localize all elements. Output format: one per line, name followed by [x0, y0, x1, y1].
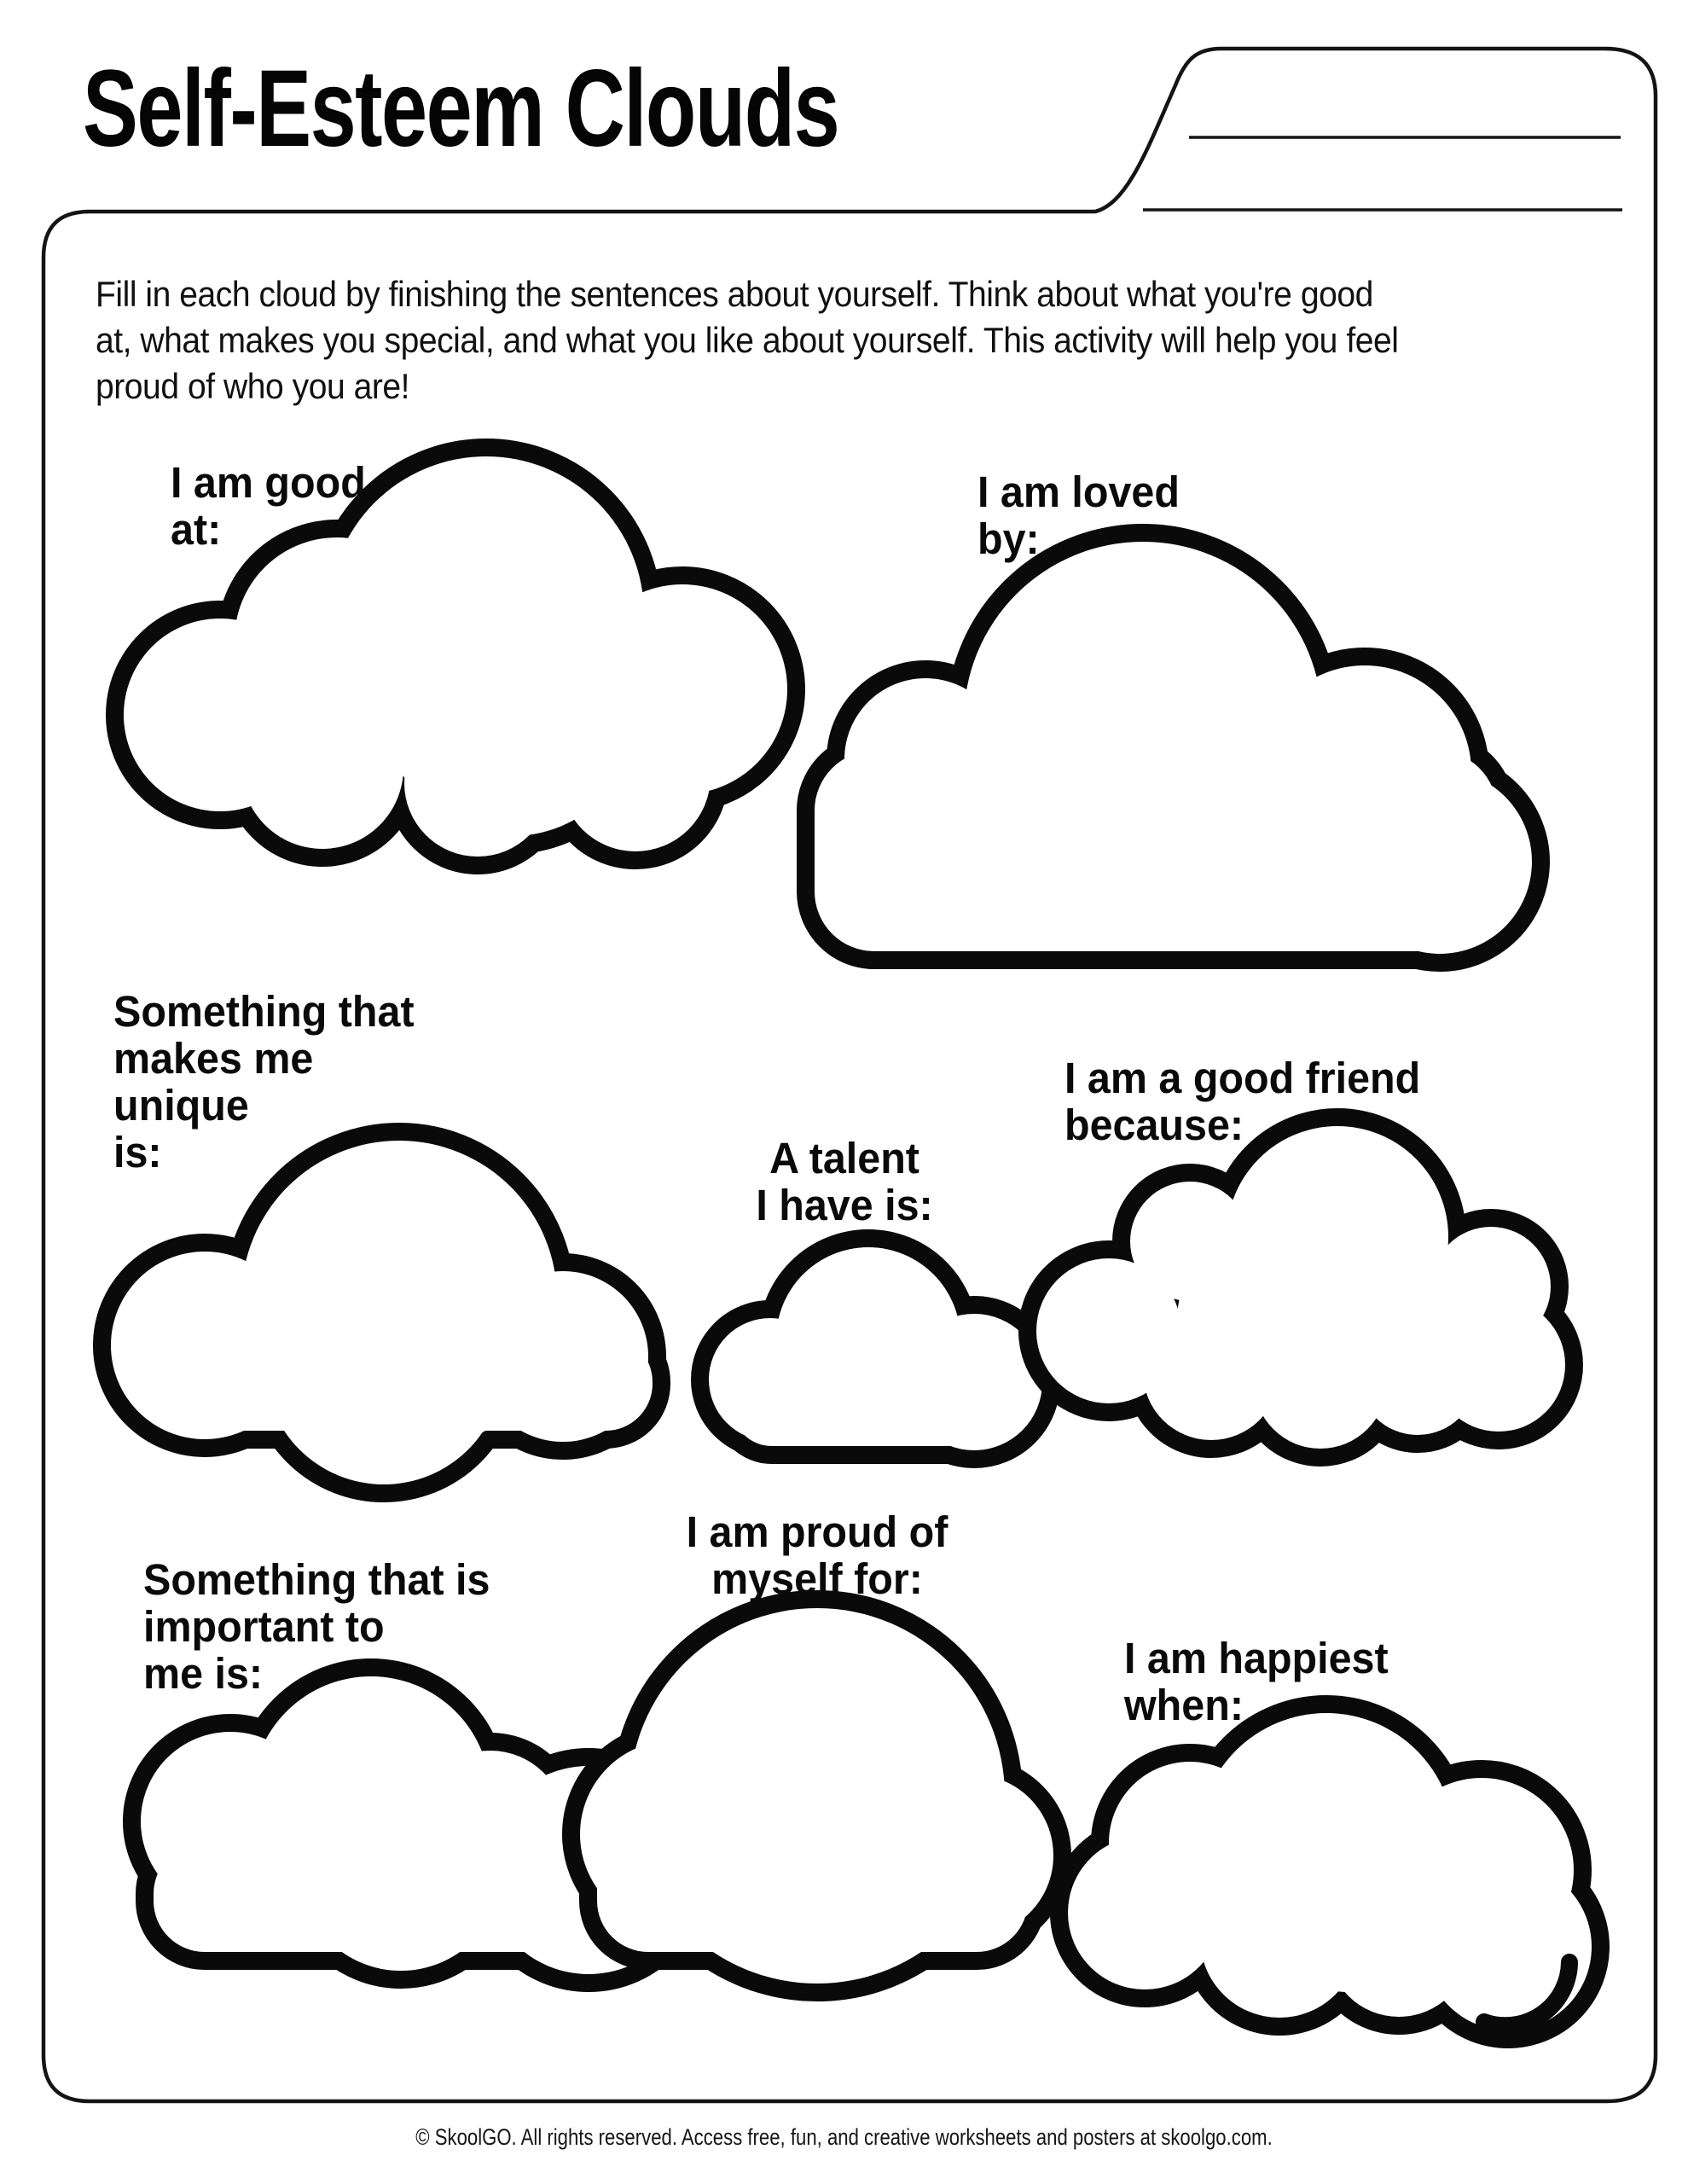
instructions-line: at, what makes you special, and what you like about yourself. This activity will help you feel — [96, 320, 1399, 360]
cloud-good-friend — [1036, 1126, 1565, 1449]
label-line: I am a good friend — [1064, 1054, 1421, 1102]
cloud-talent — [709, 1247, 1042, 1450]
label-line: makes me — [113, 1034, 314, 1083]
cloud-happiest — [1068, 1713, 1592, 2030]
cloud-label-good-friend — [1064, 1054, 1420, 1148]
instructions-text — [96, 271, 1398, 410]
worksheet-title: Self-Esteem Clouds — [83, 48, 839, 170]
cloud-label-unique — [113, 988, 415, 1176]
label-line: because: — [1064, 1101, 1244, 1149]
label-line: Something that — [113, 987, 415, 1036]
cloud-label-talent — [723, 1135, 966, 1228]
label-line: A talent — [769, 1134, 919, 1182]
cloud-label-good-at — [171, 459, 366, 553]
label-line: is: — [113, 1128, 162, 1176]
label-line: when: — [1124, 1681, 1244, 1729]
label-line: by: — [977, 514, 1040, 563]
instructions-line: Fill in each cloud by finishing the sentences about yourself. Think about what you're good — [96, 274, 1373, 314]
copyright-footer: © SkoolGO. All rights reserved. Access free, fun, and creative worksheets and posters at skoolgo.com. — [415, 2124, 1273, 2150]
cloud-label-proud — [680, 1508, 955, 1602]
label-line: Something that is — [143, 1555, 490, 1604]
label-line: at: — [171, 505, 222, 554]
label-line: I am proud of — [686, 1507, 948, 1556]
cloud-label-happiest — [1124, 1635, 1389, 1728]
label-line: me is: — [143, 1649, 264, 1698]
cloud-label-loved-by — [977, 468, 1180, 562]
label-line: unique — [113, 1081, 249, 1130]
cloud-unique — [111, 1141, 653, 1484]
label-line: I am good — [171, 458, 366, 507]
label-line: I am happiest — [1124, 1634, 1389, 1682]
cloud-loved-by — [815, 542, 1532, 954]
cloud-label-important — [143, 1556, 490, 1697]
label-line: important to — [143, 1602, 385, 1651]
label-line: myself for: — [711, 1554, 923, 1603]
cloud-proud — [580, 1608, 1053, 1984]
label-line: I am loved — [977, 468, 1180, 516]
label-line: I have is: — [756, 1181, 933, 1229]
instructions-line: proud of who you are! — [96, 366, 410, 406]
